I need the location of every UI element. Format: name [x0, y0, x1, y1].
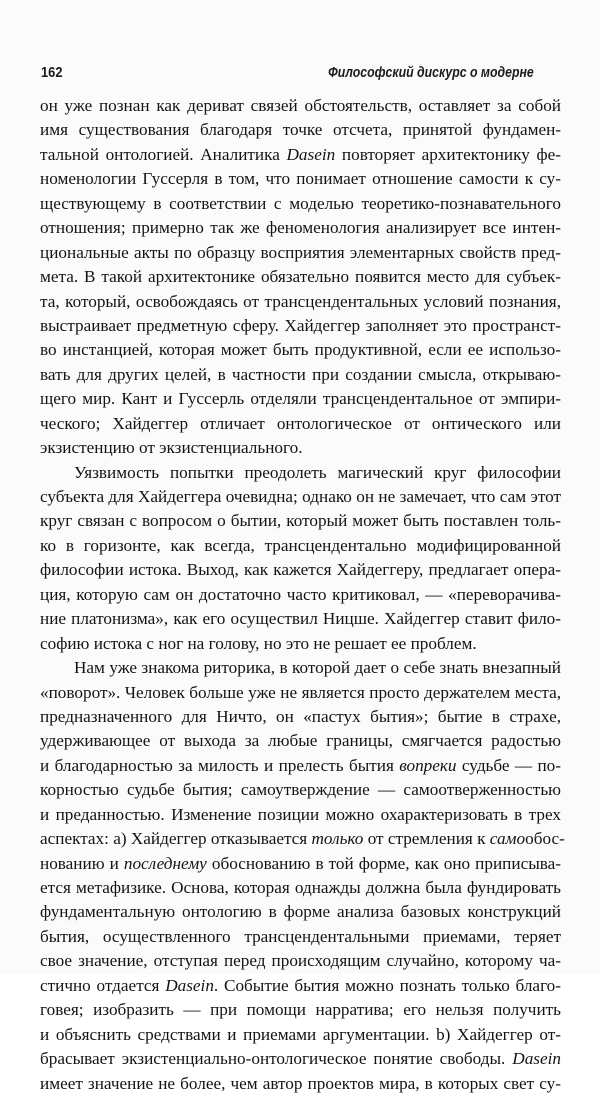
text-run: от стремления к [363, 829, 490, 849]
text-line [40, 729, 561, 753]
text-run: философии истока. Выход, как кажется Хайдеггеру, предлагает опера- [40, 560, 561, 580]
text-line [40, 852, 561, 876]
text-line [40, 241, 561, 265]
text-run: аспектах: а) Хайдеггер отказывается [40, 829, 312, 849]
text-run: циональные акты по образцу восприятия элементарных свойств пред- [40, 242, 561, 262]
text-line [40, 509, 561, 533]
text-run: мета. В такой архитектонике обязательно появится место для субъек- [40, 267, 561, 287]
italic-run: само [489, 829, 526, 849]
text-line [40, 1023, 561, 1047]
text-run: . Событие бытия можно познать только благо- [213, 975, 562, 995]
text-run: брасывает экзистенциально-онтологическое понятие свободы. [40, 1049, 513, 1069]
text-run: Уязвимость попытки преодолеть магический круг философии [74, 462, 561, 482]
text-line [40, 754, 561, 778]
text-run: имеет значение не более, чем автор проектов мира, в которых свет су- [40, 1073, 561, 1093]
text-line [40, 925, 561, 949]
text-line [40, 485, 561, 509]
text-run: тальной онтологией. Аналитика [40, 144, 287, 164]
text-line [40, 974, 561, 998]
text-run: Нам уже знакома риторика, в которой дает о себе знать внезапный [74, 658, 561, 678]
text-run: ется метафизике. Основа, которая однажды должна была фундировать [40, 878, 561, 897]
text-line [40, 387, 561, 411]
text-run: бытия, осуществленного трансцендентальными приемами, теряет [40, 926, 561, 946]
text-run: корностью судьбе бытия; самоутверждение — самоотверженностью [40, 780, 561, 800]
text-line [40, 1072, 561, 1096]
text-line [40, 314, 561, 338]
text-run: и объяснить средствами и приемами аргументации. b) Хайдеггер от- [40, 1024, 561, 1044]
text-line [40, 94, 561, 118]
text-run: стично отдается [40, 975, 166, 995]
text-run: круг связан с вопросом о бытии, который может быть поставлен толь- [40, 511, 561, 531]
text-line [40, 534, 561, 558]
text-line [40, 583, 561, 607]
text-run: свое значение, отступая перед происходящим случайно, которому ча- [40, 951, 561, 971]
text-line [40, 827, 565, 851]
text-run: экзистенцию от экзистенциального. [40, 438, 303, 458]
page-number: 162 [41, 64, 63, 81]
text-run: ция, которую сам он достаточно часто критиковал, — «переворачива- [40, 584, 561, 604]
body-text [40, 94, 565, 1096]
text-run: нованию и [40, 853, 124, 873]
text-line [40, 1047, 561, 1071]
text-line [40, 656, 561, 680]
italic-run: последнему [123, 853, 207, 873]
text-run: и преданностью. Изменение позиции можно охарактеризовать в трех [40, 804, 561, 824]
text-line [40, 192, 561, 216]
text-run: имя существования благодаря точке отсчета, принятой фундамен- [40, 120, 561, 140]
italic-run: Dasein [512, 1049, 561, 1069]
text-line [40, 607, 561, 631]
text-run: щего мир. Кант и Гуссерль отделяли трансцендентальное от эмпири- [40, 389, 561, 409]
text-run: ние платонизма», как его осуществил Ницше. Хайдеггер ставит фило- [40, 609, 561, 629]
text-run: говея; изобразить — при помощи нарратива; его нельзя получить [40, 1000, 561, 1020]
text-run: вать для других целей, в частности при создании смысла, открываю- [40, 364, 561, 384]
text-run: ческого; Хайдеггер отличает онтологическое от онтического или [40, 413, 561, 433]
text-line [40, 681, 561, 705]
text-line [40, 338, 561, 362]
text-line [40, 167, 561, 191]
text-run: ко в горизонте, как всегда, трансцендентально модифицированной [40, 535, 561, 555]
text-line [40, 118, 561, 142]
text-line [40, 803, 561, 827]
text-run: та, который, освобождаясь от трансцендентальных условий познания, [40, 291, 561, 311]
running-title: Философский дискурс о модерне [328, 64, 534, 81]
text-run: повторяет архитектонику фе- [335, 144, 561, 164]
text-line [40, 436, 561, 460]
text-line [40, 216, 561, 240]
text-run: «поворот». Человек больше уже не является просто держателем места, [40, 682, 561, 702]
italic-run: только [311, 829, 364, 849]
text-run: выстраивает предметную сферу. Хайдеггер заполняет это пространст- [40, 315, 561, 335]
text-line [40, 900, 561, 924]
text-run: фундаментальную онтологию в форме анализа базовых конструкций [40, 902, 561, 922]
text-run: обоснованию в той форме, как оно приписыва- [206, 853, 561, 873]
italic-run: Dasein [286, 144, 336, 164]
text-run: ществующему в соответствии с моделью теоретико-познавательного [40, 193, 561, 213]
text-run: предназначенного для Ничто, он «пастух бытия»; бытие в страхе, [40, 706, 561, 726]
text-line [40, 705, 561, 729]
text-line [40, 461, 561, 485]
text-run: софию истока с ног на голову, но это не решает ее проблем. [40, 633, 477, 653]
text-run: и благодарностью за милость и прелесть бытия [40, 755, 400, 775]
text-run: отношения; примерно так же феноменология анализирует все интен- [40, 218, 561, 238]
text-line [40, 949, 561, 973]
italic-run: Dasein [165, 975, 214, 995]
text-line [40, 412, 561, 436]
text-run: обос- [525, 829, 565, 849]
text-line [40, 558, 561, 582]
text-line [40, 290, 561, 314]
text-run: во инстанцией, которая может быть продуктивной, если ее использо- [40, 340, 561, 360]
text-line [40, 363, 561, 387]
text-run: он уже познан как дериват связей обстоятельств, оставляет за собой [40, 96, 561, 115]
italic-run: вопреки [399, 755, 457, 775]
text-run: судьбе — по- [456, 755, 561, 775]
text-line [40, 632, 561, 656]
page-header [41, 64, 558, 84]
text-line [40, 265, 561, 289]
text-run: номенологии Гуссерля в том, что понимает отношение самости к су- [40, 169, 561, 189]
text-run: субъекта для Хайдеггера очевидна; однако он не замечает, что сам этот [40, 487, 561, 506]
text-line [40, 876, 561, 900]
text-line [40, 778, 561, 802]
text-line [40, 998, 561, 1022]
text-line [40, 143, 561, 167]
text-run: удерживающее от выхода за любые границы, смягчается радостью [40, 731, 561, 751]
